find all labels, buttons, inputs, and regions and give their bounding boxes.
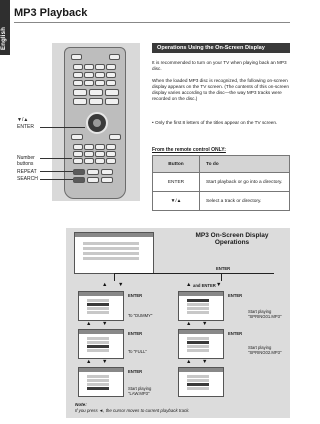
connector-line bbox=[114, 273, 274, 274]
screen-entry bbox=[83, 242, 139, 245]
osd-screen-root bbox=[74, 232, 154, 274]
remote-button bbox=[73, 89, 87, 96]
to-dummy-label: To "DUMMY" bbox=[128, 313, 153, 318]
screen-entry bbox=[87, 299, 109, 302]
screen-status-bar bbox=[179, 330, 223, 334]
osd-screen-directory bbox=[78, 291, 124, 321]
enter-label-top: ENTER bbox=[216, 266, 231, 271]
table-cell-todo: Select a track or directory. bbox=[200, 192, 290, 211]
remote-button bbox=[109, 134, 121, 140]
number-button bbox=[73, 144, 83, 150]
screen-entry bbox=[87, 311, 109, 314]
screen-entry bbox=[87, 349, 109, 352]
table-cell-button: ENTER bbox=[153, 173, 200, 192]
screen-entry bbox=[87, 341, 109, 344]
table-header-todo: To do bbox=[200, 156, 290, 173]
screen-entry-selected bbox=[187, 341, 209, 344]
remote-button bbox=[73, 64, 83, 70]
remote-control-illustration bbox=[64, 47, 126, 199]
up-arrow-icon: ▲ bbox=[86, 359, 92, 365]
up-arrow-icon: ▲ bbox=[102, 282, 108, 288]
cursor-dial bbox=[86, 112, 108, 134]
down-arrow-icon: ▼ bbox=[202, 359, 208, 365]
remote-button bbox=[106, 80, 116, 86]
screen-status-bar bbox=[179, 292, 223, 296]
language-label: English bbox=[1, 26, 7, 50]
remote-button bbox=[106, 64, 116, 70]
table-cell-button: ▼/▲ bbox=[153, 192, 200, 211]
number-button bbox=[84, 151, 94, 157]
number-button bbox=[106, 144, 116, 150]
up-arrow-icon: ▲ bbox=[186, 282, 192, 288]
table-row bbox=[153, 173, 290, 192]
screen-entry bbox=[83, 247, 139, 250]
remote-button bbox=[95, 72, 105, 78]
osd-screen-directory bbox=[78, 367, 124, 397]
enter-label: ENTER bbox=[228, 331, 243, 336]
screen-entry bbox=[187, 303, 209, 306]
title-divider bbox=[14, 22, 290, 23]
remote-button bbox=[105, 98, 119, 105]
arrows-callout: ▼/▲ bbox=[17, 117, 29, 123]
number-button bbox=[95, 151, 105, 157]
start-law-label: Start playing "LAW.MP3" bbox=[128, 386, 152, 396]
repeat-button bbox=[73, 169, 85, 175]
screen-entry bbox=[87, 375, 109, 378]
remote-button bbox=[101, 177, 113, 183]
remote-button bbox=[84, 80, 94, 86]
screen-status-bar bbox=[179, 368, 223, 372]
screen-entry bbox=[187, 345, 209, 348]
screen-entry bbox=[87, 383, 109, 386]
screen-entry bbox=[187, 307, 209, 310]
remote-button bbox=[101, 169, 113, 175]
connector-line bbox=[114, 273, 115, 281]
language-tab bbox=[0, 0, 10, 55]
screen-entry bbox=[83, 252, 139, 255]
screen-entry bbox=[187, 311, 209, 314]
screen-entry-selected bbox=[87, 345, 109, 348]
remote-button bbox=[87, 177, 99, 183]
screen-entry bbox=[187, 379, 209, 382]
screen-entry bbox=[187, 337, 209, 340]
remote-button bbox=[105, 89, 119, 96]
down-arrow-icon: ▼ bbox=[202, 321, 208, 327]
table-row bbox=[153, 192, 290, 211]
button-table bbox=[152, 155, 290, 211]
search-callout-line bbox=[40, 179, 73, 180]
screen-entry-selected bbox=[187, 299, 209, 302]
down-arrow-icon: ▼ bbox=[102, 359, 108, 365]
remote-button bbox=[71, 54, 82, 60]
connector-line bbox=[221, 273, 222, 281]
osd-screen-directory bbox=[78, 329, 124, 359]
enter-callout: ENTER bbox=[17, 124, 34, 130]
osd-screen-tracks bbox=[178, 329, 224, 359]
and-enter-label: and ENTER bbox=[193, 283, 216, 288]
intro-paragraph: It is recommended to turn on your TV when playing back an MP3 disc. bbox=[152, 60, 287, 71]
down-arrow-icon: ▼ bbox=[118, 282, 124, 288]
repeat-callout: REPEAT bbox=[17, 169, 37, 175]
enter-callout-line bbox=[40, 127, 85, 128]
down-arrow-icon: ▼ bbox=[102, 321, 108, 327]
remote-only-label: From the remote control ONLY: bbox=[152, 147, 226, 153]
enter-label: ENTER bbox=[128, 331, 143, 336]
screen-entry bbox=[87, 307, 109, 310]
page-title: MP3 Playback bbox=[14, 7, 88, 19]
number-button bbox=[73, 151, 83, 157]
enter-key bbox=[93, 119, 101, 127]
screen-entry bbox=[187, 349, 209, 352]
screen-status-bar bbox=[79, 292, 123, 296]
screen-entry-selected bbox=[87, 387, 109, 390]
remote-button bbox=[95, 80, 105, 86]
repeat-callout-line bbox=[40, 171, 73, 172]
start-spring02-label: Start playing "SPRING02.MP3" bbox=[248, 345, 282, 355]
start-spring01-label: Start playing "SPRING01.MP3" bbox=[248, 309, 282, 319]
screen-status-bar bbox=[79, 368, 123, 372]
remote-button bbox=[84, 72, 94, 78]
remote-button bbox=[71, 134, 83, 140]
remote-button bbox=[109, 54, 120, 60]
number-button bbox=[95, 158, 105, 164]
search-callout: SEARCH bbox=[17, 176, 38, 182]
number-callout-line bbox=[40, 158, 72, 159]
up-arrow-icon: ▲ bbox=[86, 321, 92, 327]
remote-button bbox=[106, 72, 116, 78]
remote-button bbox=[73, 98, 87, 105]
number-buttons-callout: Number buttons bbox=[17, 155, 35, 167]
remote-button bbox=[73, 72, 83, 78]
remote-button bbox=[95, 64, 105, 70]
screen-entry bbox=[187, 375, 209, 378]
to-full-label: To "FULL" bbox=[128, 349, 147, 354]
osd-screen-tracks bbox=[178, 367, 224, 397]
number-button bbox=[106, 151, 116, 157]
remote-button bbox=[89, 98, 103, 105]
section-header: Operations Using the On-Screen Display bbox=[152, 43, 290, 53]
down-arrow-icon: ▼ bbox=[216, 282, 222, 288]
enter-label: ENTER bbox=[128, 293, 143, 298]
screen-entry bbox=[187, 387, 209, 390]
up-arrow-icon: ▲ bbox=[186, 359, 192, 365]
display-paragraph: When the loaded MP3 disc is recognized, the following on-screen display appears on the TV screen. (The contents of this on-screen display varies according to the disc—the way MP3 tracks were recorded on the disc.) bbox=[152, 78, 289, 101]
osd-screen-tracks bbox=[178, 291, 224, 321]
table-cell-todo: Start playback or go into a directory. bbox=[200, 173, 290, 192]
table-header-button: Button bbox=[153, 156, 200, 173]
screen-entry-selected bbox=[87, 303, 109, 306]
diagram-title: MP3 On-Screen Display Operations bbox=[195, 232, 269, 246]
table-header-row bbox=[153, 156, 290, 173]
remote-button bbox=[73, 80, 83, 86]
search-button bbox=[73, 177, 85, 183]
up-arrow-icon: ▲ bbox=[186, 321, 192, 327]
remote-button bbox=[87, 169, 99, 175]
number-button bbox=[73, 158, 83, 164]
screen-entry bbox=[83, 257, 139, 260]
osd-operations-diagram bbox=[66, 228, 290, 418]
enter-label: ENTER bbox=[128, 369, 143, 374]
screen-entry-selected bbox=[187, 383, 209, 386]
number-button bbox=[84, 144, 94, 150]
screen-status-bar bbox=[79, 330, 123, 334]
note-heading: Note: bbox=[75, 402, 87, 407]
remote-button bbox=[84, 64, 94, 70]
screen-status-bar bbox=[75, 233, 153, 237]
number-button bbox=[106, 158, 116, 164]
number-button bbox=[95, 144, 105, 150]
screen-entry bbox=[87, 379, 109, 382]
note-text: If you press ◄, the cursor moves to current playback track. bbox=[75, 408, 190, 413]
screen-entry bbox=[87, 337, 109, 340]
number-button bbox=[84, 158, 94, 164]
enter-label: ENTER bbox=[228, 293, 243, 298]
remote-button bbox=[89, 89, 103, 96]
title-letters-note: • Only the first 8 letters of the titles appear on the TV screen. bbox=[152, 120, 278, 125]
